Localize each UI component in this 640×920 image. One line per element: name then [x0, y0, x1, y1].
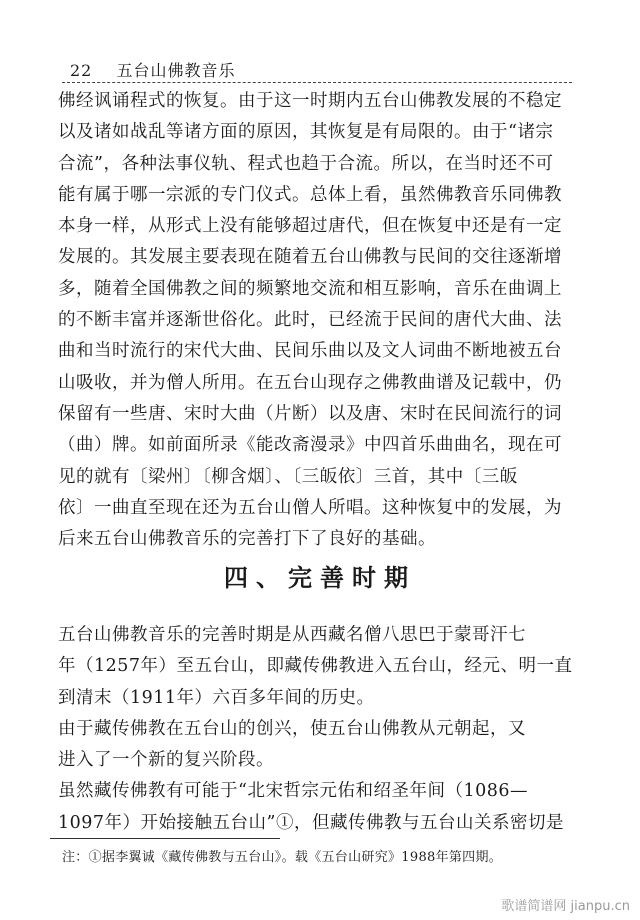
body-line: 由于藏传佛教在五台山的创兴，使五台山佛教从元朝起，又 [58, 718, 526, 739]
section-heading: 四、完善时期 [224, 564, 416, 592]
footnote-rule [50, 838, 280, 839]
footnote: 注：①据李翼诚《藏传佛教与五台山》。载《五台山研究》1988年第四期。 [62, 850, 503, 865]
book-title: 五台山佛教音乐 [116, 61, 236, 80]
body-line: 年（1257年）至五台山，即藏传佛教进入五台山，经元、明一直 [58, 656, 573, 677]
body-line: 佛经讽诵程式的恢复。由于这一时期内五台山佛教发展的不稳定 [58, 91, 562, 111]
body-line: 合流”，各种法事仪轨、程式也趋于合流。所以，在当时还不可 [58, 153, 554, 174]
body-line: 依〕一曲直至现在还为五台山僧人所唱。这种恢复中的发展，为 [58, 497, 562, 518]
body-line: 1097年）开始接触五台山”①，但藏传佛教与五台山关系密切是 [58, 812, 564, 833]
running-header [70, 58, 236, 81]
body-line: 山吸收，并为僧人所用。在五台山现存之佛教曲谱及记载中，仍 [58, 372, 562, 393]
site-watermark: 歌谱简谱网 jianpu.cn [501, 899, 630, 914]
body-line: 到清末（1911年）六百多年间的历史。 [58, 687, 375, 708]
body-line: 进入了一个新的复兴阶段。 [58, 750, 274, 771]
body-line: 保留有一些唐、宋时大曲（片断）以及唐、宋时在民间流行的词 [58, 403, 562, 424]
page-number: 22 [70, 61, 93, 80]
section-three-body [58, 86, 578, 555]
body-line: 见的就有〔梁州〕〔柳含烟〕、〔三皈依〕三首，其中〔三皈 [58, 466, 518, 487]
body-line: 以及诸如战乱等诸方面的原因，其恢复是有局限的。由于“诸宗 [58, 122, 554, 143]
body-line: （曲）牌。如前面所录《能改斋漫录》中四首乐曲曲名，现在可 [58, 435, 562, 456]
body-line: 发展的。其发展主要表现在随着五台山佛教与民间的交往逐渐增 [58, 247, 562, 268]
body-line: 本身一样，从形式上没有能够超过唐代，但在恢复中还是有一定 [58, 216, 562, 237]
section-four-body [58, 620, 578, 839]
body-line: 虽然藏传佛教有可能于“北宋哲宗元佑和绍圣年间（1086— [58, 781, 528, 802]
body-line: 的不断丰富并逐渐世俗化。此时，已经流于民间的唐代大曲、法 [58, 310, 562, 331]
header-rule [62, 82, 572, 83]
body-line: 五台山佛教音乐的完善时期是从西藏名僧八思巴于蒙哥汗七 [58, 625, 526, 645]
body-line: 后来五台山佛教音乐的完善打下了良好的基础。 [58, 529, 436, 550]
body-line: 多，随着全国佛教之间的频繁地交流和相互影响，音乐在曲调上 [58, 278, 562, 299]
body-line: 能有属于哪一宗派的专门仪式。总体上看，虽然佛教音乐同佛教 [58, 184, 562, 205]
body-line: 曲和当时流行的宋代大曲、民间乐曲以及文人词曲不断地被五台 [58, 341, 562, 362]
